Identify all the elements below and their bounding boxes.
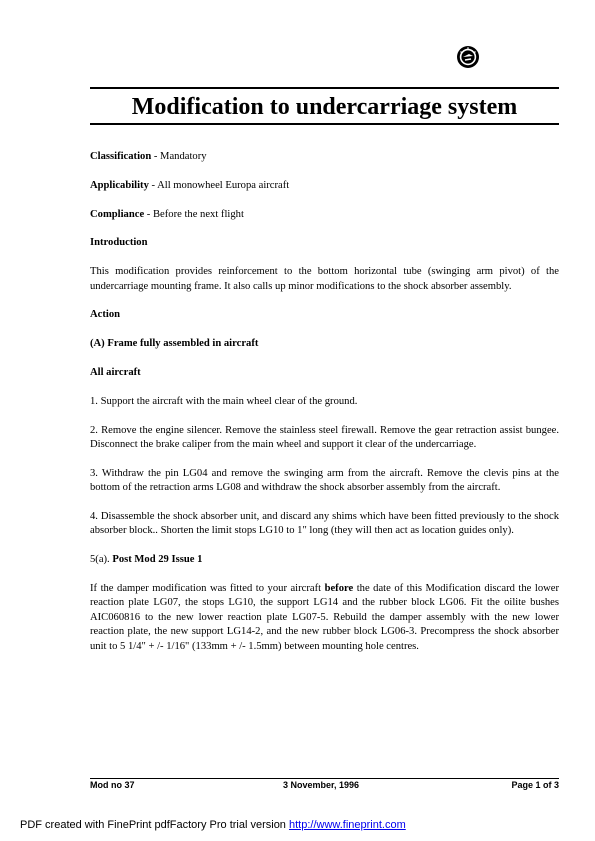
footer-rule xyxy=(90,778,559,779)
applicability-line xyxy=(90,179,559,193)
classification-label: Classification xyxy=(90,151,152,162)
document-body xyxy=(90,150,559,668)
step-5a-prefix: 5(a). xyxy=(90,554,113,566)
step-5a-text-end: the date of this Modification discard the lower reaction plate LG07, the stops LG10, the support LG14 and the rubber block LG06. Fit the oilite bushes AIC060816 to the new lower reaction plate LG07-5. Rebuild the damper assembly with the new lower reaction plate, the new support LG14-2, and the new rubber block LG06-3. Precompress the shock absorber unit to 5 1/4" + /- 1/16" (133mm + /- 1.5mm) between mounting hole centres. xyxy=(90,582,559,652)
step-5a-text xyxy=(90,582,559,654)
applicability-value: - All monowheel Europa aircraft xyxy=(148,179,290,191)
footer-mod-number: Mod no 37 xyxy=(90,780,135,790)
classification-value: - Mandatory xyxy=(151,151,207,162)
step-5a-heading-line xyxy=(90,553,559,567)
step-5a-heading: Post Mod 29 Issue 1 xyxy=(112,554,203,566)
classification-line xyxy=(90,150,559,164)
aircraft-group-heading: All aircraft xyxy=(90,366,141,378)
pdf-creator-notice xyxy=(20,819,406,831)
step-5a-text-start: If the damper modification was fitted to your aircraft xyxy=(90,582,325,594)
applicability-label: Applicability xyxy=(90,179,149,191)
title-bottom-rule xyxy=(90,123,559,125)
step-2: 2. Remove the engine silencer. Remove the stainless steel firewall. Remove the gear retraction assist bungee. Disconnect the brake caliper from the main wheel and support it clear of the undercarriage. xyxy=(90,424,559,450)
club-emblem-icon xyxy=(456,45,480,69)
action-heading: Action xyxy=(90,309,121,321)
step-1: 1. Support the aircraft with the main wheel clear of the ground. xyxy=(90,395,358,407)
introduction-heading: Introduction xyxy=(90,237,148,249)
footer-date: 3 November, 1996 xyxy=(283,780,360,790)
action-subheading: (A) Frame fully assembled in aircraft xyxy=(90,338,259,350)
introduction-text: This modification provides reinforcement to the bottom horizontal tube (swinging arm pivot) of the undercarriage mounting frame. It also calls up minor modifications to the shock absorber assembly. xyxy=(90,266,559,292)
pdf-notice-text: PDF created with FinePrint pdfFactory Pro trial version xyxy=(20,819,289,831)
compliance-value: - Before the next flight xyxy=(144,208,244,220)
compliance-label: Compliance xyxy=(90,208,145,220)
title-top-rule xyxy=(90,87,559,89)
step-4: 4. Disassemble the shock absorber unit, and discard any shims which have been fitted previously to the shock absorber block.. Shorten the limit stops LG10 to 1" long (they will then act as location guides only). xyxy=(90,510,559,537)
compliance-line xyxy=(90,208,559,222)
footer-page-number: Page 1 of 3 xyxy=(511,780,559,790)
fineprint-link[interactable]: http://www.fineprint.com xyxy=(288,819,406,831)
step-3: 3. Withdraw the pin LG04 and remove the swinging arm from the aircraft. Remove the clevis pins at the bottom of the retraction arms LG08 and withdraw the shock absorber assembly from the aircraft. xyxy=(90,467,559,494)
step-5a-emphasis: before xyxy=(324,582,354,594)
page-title: Modification to undercarriage system xyxy=(131,94,518,120)
